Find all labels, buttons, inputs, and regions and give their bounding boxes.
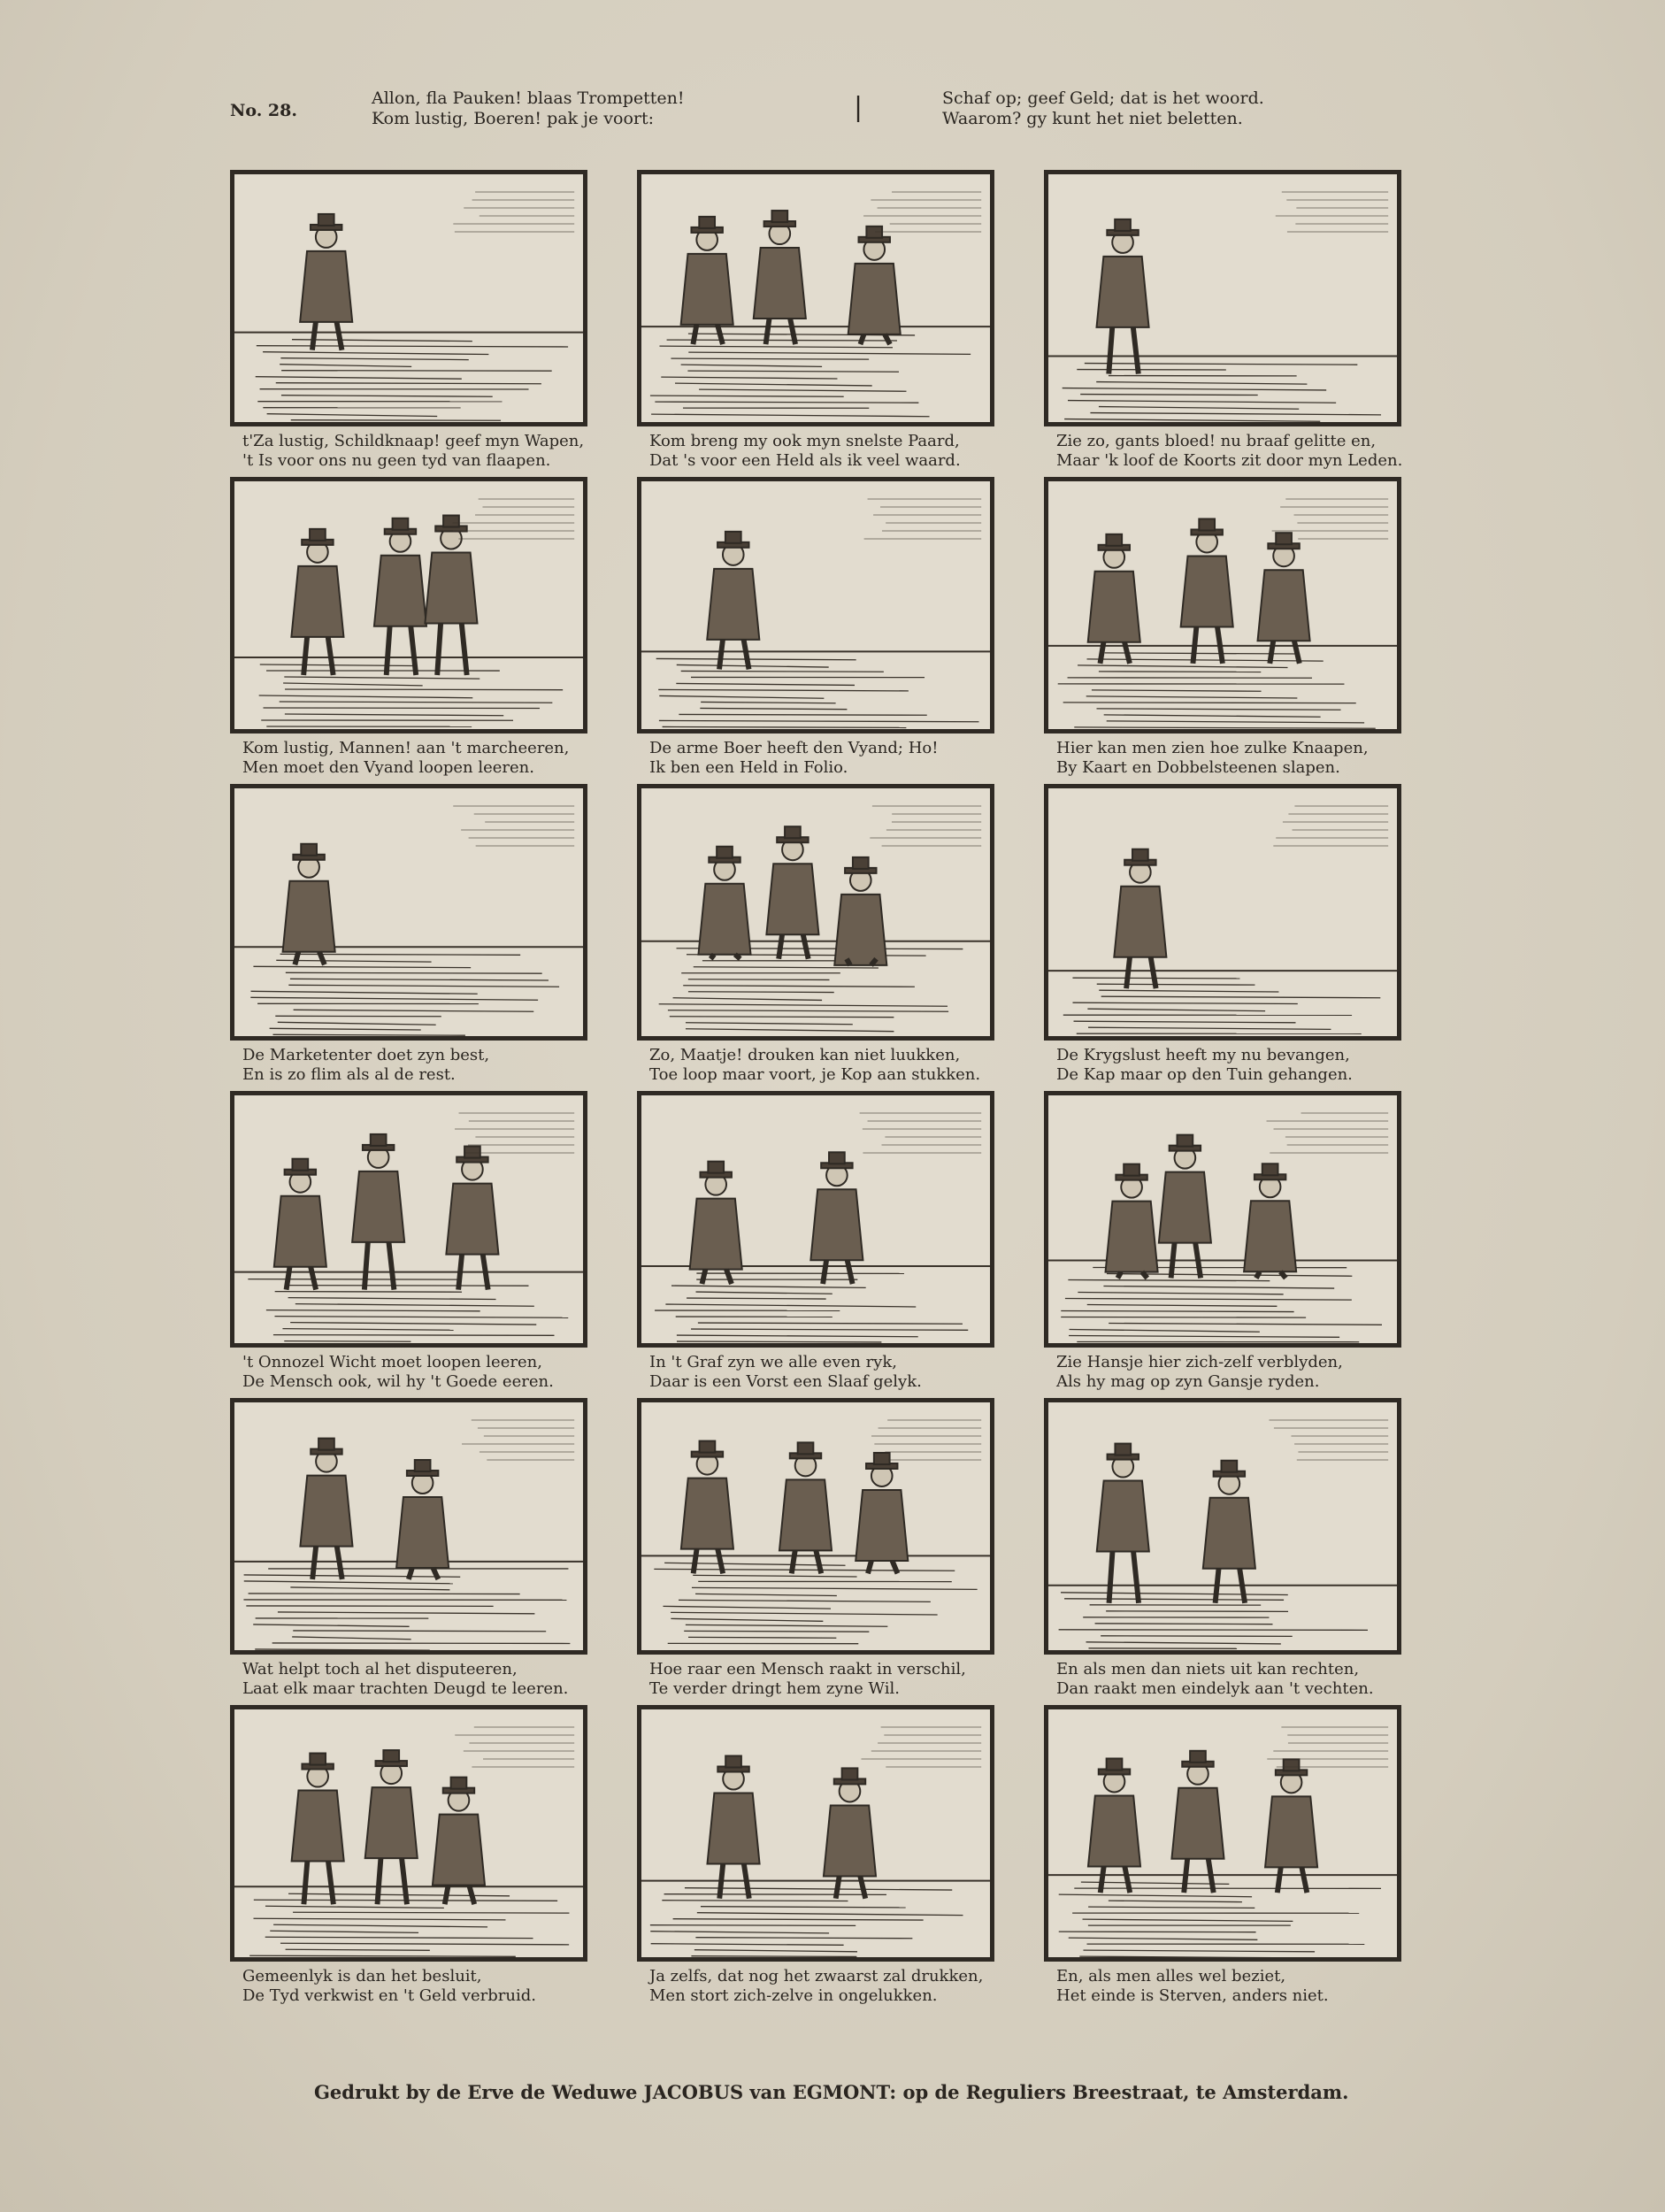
woodcut-caption — [637, 739, 1000, 778]
woodcut-illustration — [1044, 784, 1401, 1041]
woodcut-panel — [1044, 170, 1407, 477]
caption-line: By Kaart en Dobbelsteenen slapen. — [1056, 758, 1340, 777]
woodcut-illustration — [637, 1398, 994, 1655]
woodcut-caption — [1044, 1353, 1407, 1392]
caption-line: Ik ben een Held in Folio. — [649, 758, 848, 777]
woodcut-illustration — [230, 784, 587, 1041]
imprint-line: Gedrukt by de Erve de Weduwe JACOBUS van EGMONT: op de Reguliers Breestraat, te Amsterdam. — [314, 2081, 1349, 2103]
woodcut-illustration — [230, 1705, 587, 1962]
caption-line: t'Za lustig, Schildknaap! geef myn Wapen, — [242, 432, 585, 450]
caption-line: Men stort zich-zelve in ongelukken. — [649, 1986, 938, 2005]
caption-line: De Kap maar op den Tuin gehangen. — [1056, 1065, 1353, 1084]
woodcut-panel — [637, 477, 1000, 784]
woodcut-panel — [1044, 1398, 1407, 1705]
woodcut-panel — [637, 1705, 1000, 2012]
caption-line: De arme Boer heeft den Vyand; Ho! — [649, 739, 939, 757]
woodcut-panel — [1044, 1705, 1407, 2012]
woodcut-panel — [230, 170, 593, 477]
woodcut-caption — [230, 1046, 593, 1085]
caption-line: Kom lustig, Mannen! aan 't marcheeren, — [242, 739, 570, 757]
woodcut-panel — [637, 1091, 1000, 1398]
woodcut-caption — [1044, 432, 1407, 471]
woodcut-caption — [1044, 739, 1407, 778]
woodcut-panel — [230, 1091, 593, 1398]
woodcut-illustration — [230, 1091, 587, 1348]
woodcut-illustration — [637, 784, 994, 1041]
caption-line: Te verder dringt hem zyne Wil. — [649, 1679, 900, 1698]
woodcut-illustration — [1044, 1705, 1401, 1962]
caption-line: 't Onnozel Wicht moet loopen leeren, — [242, 1353, 542, 1371]
woodcut-panel — [230, 1398, 593, 1705]
caption-line: Zo, Maatje! drouken kan niet luukken, — [649, 1046, 961, 1064]
caption-line: Maar 'k loof de Koorts zit door myn Leden. — [1056, 451, 1403, 470]
woodcut-illustration — [230, 1398, 587, 1655]
woodcut-illustration — [1044, 1091, 1401, 1348]
woodcut-illustration — [637, 1705, 994, 1962]
header-verse-right — [942, 88, 1264, 129]
caption-line: Hier kan men zien hoe zulke Knaapen, — [1056, 739, 1369, 757]
caption-line: En als men dan niets uit kan rechten, — [1056, 1660, 1360, 1678]
woodcut-illustration — [230, 170, 587, 426]
header-divider: | — [854, 92, 863, 123]
woodcut-illustration — [637, 1091, 994, 1348]
woodcut-panel — [637, 784, 1000, 1091]
woodcut-illustration — [1044, 170, 1401, 426]
woodcut-caption — [637, 1967, 1000, 2006]
caption-line: Kom breng my ook myn snelste Paard, — [649, 432, 960, 450]
caption-line: En, als men alles wel beziet, — [1056, 1967, 1286, 1985]
woodcut-panel — [230, 1705, 593, 2012]
woodcut-caption — [637, 1353, 1000, 1392]
woodcut-caption — [230, 1967, 593, 2006]
caption-line: Als hy mag op zyn Gansje ryden. — [1056, 1372, 1320, 1391]
caption-line: Ja zelfs, dat nog het zwaarst zal drukken, — [649, 1967, 984, 1985]
woodcut-illustration — [1044, 1398, 1401, 1655]
header-verse-line: Schaf op; geef Geld; dat is het woord. — [942, 88, 1264, 108]
caption-line: 't Is voor ons nu geen tyd van flaapen. — [242, 451, 551, 470]
header-verse-left — [372, 88, 685, 129]
woodcut-caption — [1044, 1967, 1407, 2006]
woodcut-grid — [230, 170, 1407, 2012]
caption-line: Dan raakt men eindelyk aan 't vechten. — [1056, 1679, 1374, 1698]
caption-line: De Mensch ook, wil hy 't Goede eeren. — [242, 1372, 554, 1391]
caption-line: De Marketenter doet zyn best, — [242, 1046, 490, 1064]
caption-line: Toe loop maar voort, je Kop aan stukken. — [649, 1065, 981, 1084]
caption-line: De Tyd verkwist en 't Geld verbruid. — [242, 1986, 536, 2005]
woodcut-illustration — [1044, 477, 1401, 733]
caption-line: Daar is een Vorst een Slaaf gelyk. — [649, 1372, 922, 1391]
caption-line: Zie Hansje hier zich-zelf verblyden, — [1056, 1353, 1343, 1371]
woodcut-caption — [230, 1353, 593, 1392]
woodcut-panel — [1044, 1091, 1407, 1398]
woodcut-panel — [1044, 784, 1407, 1091]
woodcut-panel — [637, 1398, 1000, 1705]
sheet-number: No. 28. — [230, 101, 297, 120]
woodcut-panel — [637, 170, 1000, 477]
woodcut-caption — [230, 432, 593, 471]
header-verse-line: Waarom? gy kunt het niet beletten. — [942, 109, 1243, 128]
caption-line: Het einde is Sterven, anders niet. — [1056, 1986, 1329, 2005]
woodcut-illustration — [637, 170, 994, 426]
header-verse-line: Kom lustig, Boeren! pak je voort: — [372, 109, 655, 128]
caption-line: In 't Graf zyn we alle even ryk, — [649, 1353, 897, 1371]
woodcut-panel — [1044, 477, 1407, 784]
sheet-header — [230, 88, 1345, 142]
caption-line: De Krygslust heeft my nu bevangen, — [1056, 1046, 1350, 1064]
header-verse-line: Allon, fla Pauken! blaas Trompetten! — [372, 88, 685, 108]
woodcut-caption — [637, 1046, 1000, 1085]
woodcut-panel — [230, 784, 593, 1091]
woodcut-caption — [637, 1660, 1000, 1699]
caption-line: Men moet den Vyand loopen leeren. — [242, 758, 534, 777]
woodcut-caption — [230, 739, 593, 778]
woodcut-illustration — [637, 477, 994, 733]
woodcut-caption — [1044, 1046, 1407, 1085]
caption-line: Dat 's voor een Held als ik veel waard. — [649, 451, 961, 470]
caption-line: En is zo flim als al de rest. — [242, 1065, 456, 1084]
caption-line: Hoe raar een Mensch raakt in verschil, — [649, 1660, 966, 1678]
woodcut-panel — [230, 477, 593, 784]
woodcut-illustration — [230, 477, 587, 733]
caption-line: Gemeenlyk is dan het besluit, — [242, 1967, 482, 1985]
woodcut-caption — [1044, 1660, 1407, 1699]
caption-line: Wat helpt toch al het disputeeren, — [242, 1660, 518, 1678]
woodcut-caption — [637, 432, 1000, 471]
woodcut-caption — [230, 1660, 593, 1699]
caption-line: Zie zo, gants bloed! nu braaf gelitte en, — [1056, 432, 1377, 450]
caption-line: Laat elk maar trachten Deugd te leeren. — [242, 1679, 569, 1698]
